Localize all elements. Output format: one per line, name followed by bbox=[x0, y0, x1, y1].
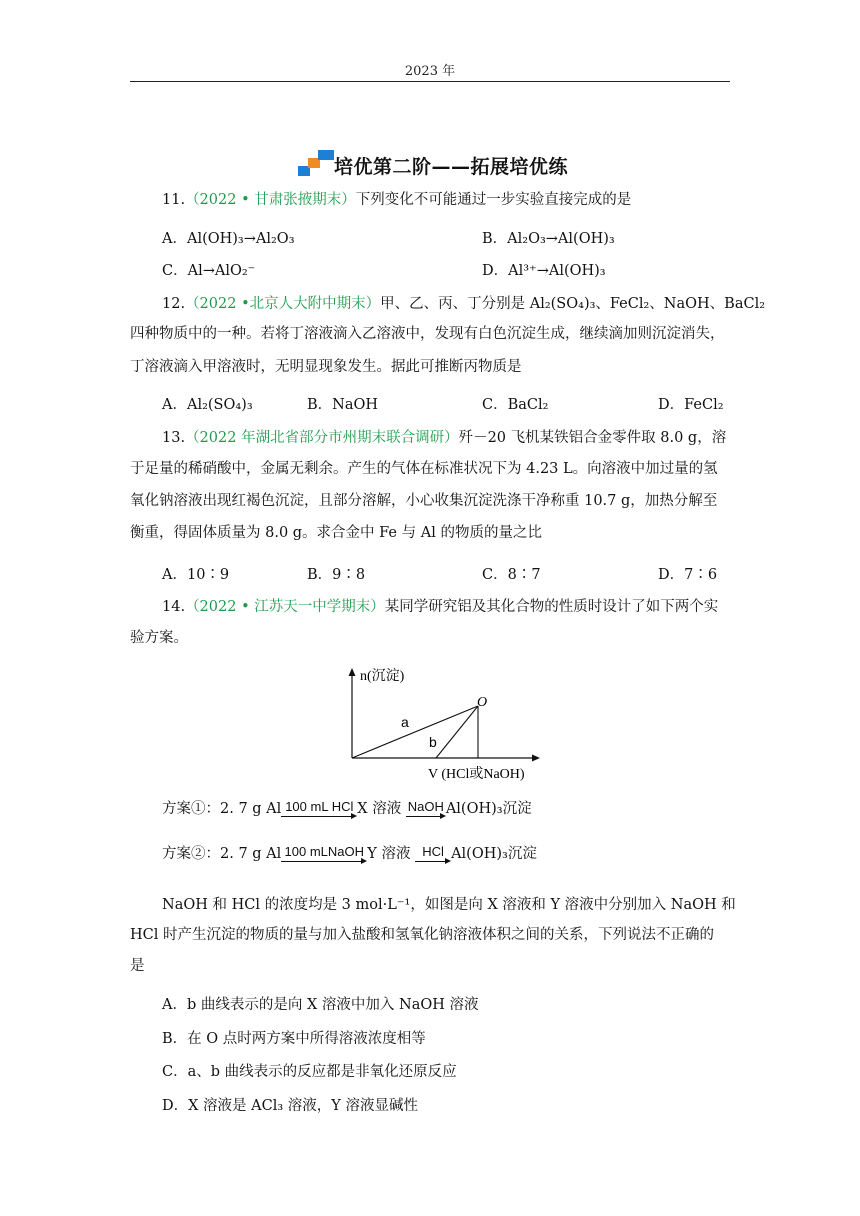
curve-b bbox=[436, 706, 478, 758]
q13-line1 bbox=[162, 428, 726, 448]
q13-number: 13. bbox=[162, 430, 186, 446]
scheme-2-prefix: 方案②：2. 7 g Al bbox=[162, 846, 282, 862]
x-axis-label: V (HCl或NaOH) bbox=[428, 767, 525, 782]
scheme-1-arrow-2-label: NaOH bbox=[407, 799, 444, 814]
scheme-1-arrow-1-label: 100 mL HCl bbox=[285, 799, 354, 814]
q13-line2: 于足量的稀硝酸中，金属无剩余。产生的气体在标准状况下为 4.23 L。向溶液中加过量的氢 bbox=[130, 461, 718, 477]
q14-line1 bbox=[162, 597, 718, 617]
q11-stem-text: 下列变化不可能通过一步实验直接完成的是 bbox=[355, 192, 632, 208]
section-title: 培优第二阶——拓展培优练 bbox=[334, 156, 569, 178]
y-axis-label: n(沉淀) bbox=[360, 669, 405, 684]
q12-line1 bbox=[162, 294, 765, 314]
q13-option-d: D．7∶6 bbox=[658, 567, 718, 583]
q13-line4: 衡重，得固体质量为 8.0 g。求合金中 Fe 与 Al 的物质的量之比 bbox=[130, 525, 542, 541]
q12-option-d: D．FeCl₂ bbox=[658, 397, 724, 413]
x-axis-arrow-icon bbox=[532, 755, 540, 762]
scheme-1-mid: X 溶液 bbox=[357, 801, 402, 817]
q11-option-c: C．Al→AlO₂⁻ bbox=[162, 263, 256, 279]
q13-option-a: A．10∶9 bbox=[162, 567, 230, 583]
scheme-2-arrow-2 bbox=[415, 845, 451, 865]
q13-option-c: C．8∶7 bbox=[482, 567, 541, 583]
scheme-2-arrow-2-label: HCl bbox=[422, 844, 444, 859]
q14-number: 14. bbox=[162, 599, 186, 615]
curve-a-label: a bbox=[401, 714, 409, 730]
q12-line3: 丁溶液滴入甲溶液时，无明显现象发生。据此可推断丙物质是 bbox=[130, 359, 522, 375]
right-arrow-icon bbox=[281, 813, 357, 820]
q12-option-b: B．NaOH bbox=[307, 397, 379, 413]
scheme-1-prefix: 方案①：2. 7 g Al bbox=[162, 801, 282, 817]
q12-option-c: C．BaCl₂ bbox=[482, 397, 549, 413]
q14-option-c: C．a、b 曲线表示的反应都是非氧化还原反应 bbox=[162, 1064, 457, 1080]
q11-stem bbox=[162, 190, 631, 210]
section-title-row bbox=[0, 146, 860, 182]
q13-line3: 氧化钠溶液出现红褐色沉淀，且部分溶解，小心收集沉淀洗涤干净称重 10.7 g，加热分解至 bbox=[130, 493, 718, 509]
q14-source: （2022 • 江苏天一中学期末） bbox=[185, 599, 385, 615]
q14-line2: 验方案。 bbox=[130, 630, 188, 646]
q11-number: 11. bbox=[162, 192, 186, 208]
q14-option-d: D．X 溶液是 ACl₃ 溶液，Y 溶液显碱性 bbox=[162, 1098, 418, 1114]
scheme-2-mid: Y 溶液 bbox=[367, 846, 411, 862]
q11-source: （2022 • 甘肃张掖期末） bbox=[185, 192, 356, 208]
q14-line4: HCl 时产生沉淀的物质的量与加入盐酸和氢氧化钠溶液体积之间的关系，下列说法不正确的 bbox=[130, 927, 714, 943]
scheme-1-suffix: Al(OH)₃沉淀 bbox=[445, 801, 532, 817]
scheme-2-suffix: Al(OH)₃沉淀 bbox=[451, 846, 537, 862]
q12-line2: 四种物质中的一种。若将丁溶液滴入乙溶液中，发现有白色沉淀生成，继续滴加则沉淀消失， bbox=[130, 326, 725, 342]
scheme-2-arrow-1-label: 100 mLNaOH bbox=[284, 844, 365, 859]
page-header: 2023 年 bbox=[404, 64, 456, 79]
right-arrow-icon bbox=[281, 858, 367, 865]
q11-option-b: B．Al₂O₃→Al(OH)₃ bbox=[482, 231, 615, 247]
point-o-label: O bbox=[477, 695, 488, 710]
scheme-2-arrow-1 bbox=[281, 845, 367, 865]
q14-line5: 是 bbox=[130, 958, 145, 974]
curve-b-label: b bbox=[429, 734, 437, 750]
q14-option-b: B．在 O 点时两方案中所得溶液浓度相等 bbox=[162, 1031, 426, 1047]
q12-number: 12. bbox=[162, 296, 186, 312]
q14-line1-text: 某同学研究铝及其化合物的性质时设计了如下两个实 bbox=[384, 599, 719, 615]
section-logo-icon bbox=[298, 146, 336, 178]
header-rule bbox=[130, 81, 730, 82]
q12-option-a: A．Al₂(SO₄)₃ bbox=[162, 397, 253, 413]
precipitate-volume-diagram bbox=[338, 660, 548, 785]
scheme-1-arrow-1 bbox=[281, 800, 357, 820]
q13-source: （2022 年湖北省部分市州期末联合调研） bbox=[185, 430, 459, 446]
q13-option-b: B．9∶8 bbox=[307, 567, 366, 583]
scheme-1-arrow-2 bbox=[406, 800, 446, 820]
scheme-1 bbox=[162, 798, 532, 820]
right-arrow-icon bbox=[406, 813, 446, 820]
q11-option-a: A．Al(OH)₃→Al₂O₃ bbox=[162, 231, 295, 247]
q11-option-d: D．Al³⁺→Al(OH)₃ bbox=[482, 263, 606, 279]
q14-option-a: A．b 曲线表示的是向 X 溶液中加入 NaOH 溶液 bbox=[162, 997, 479, 1013]
scheme-2 bbox=[162, 843, 537, 865]
right-arrow-icon bbox=[415, 858, 451, 865]
y-axis-arrow-icon bbox=[349, 668, 356, 676]
q13-line1-text: 歼－20 飞机某铁铝合金零件取 8.0 g，溶 bbox=[458, 430, 727, 446]
q12-source: （2022 •北京人大附中期末） bbox=[185, 296, 381, 312]
q14-line3: NaOH 和 HCl 的浓度均是 3 mol·L⁻¹，如图是向 X 溶液和 Y 溶液中分别加入 NaOH 和 bbox=[162, 897, 736, 913]
q12-line1-text: 甲、乙、丙、丁分别是 Al₂(SO₄)₃、FeCl₂、NaOH、BaCl₂ bbox=[380, 296, 766, 312]
curve-a bbox=[352, 706, 478, 758]
